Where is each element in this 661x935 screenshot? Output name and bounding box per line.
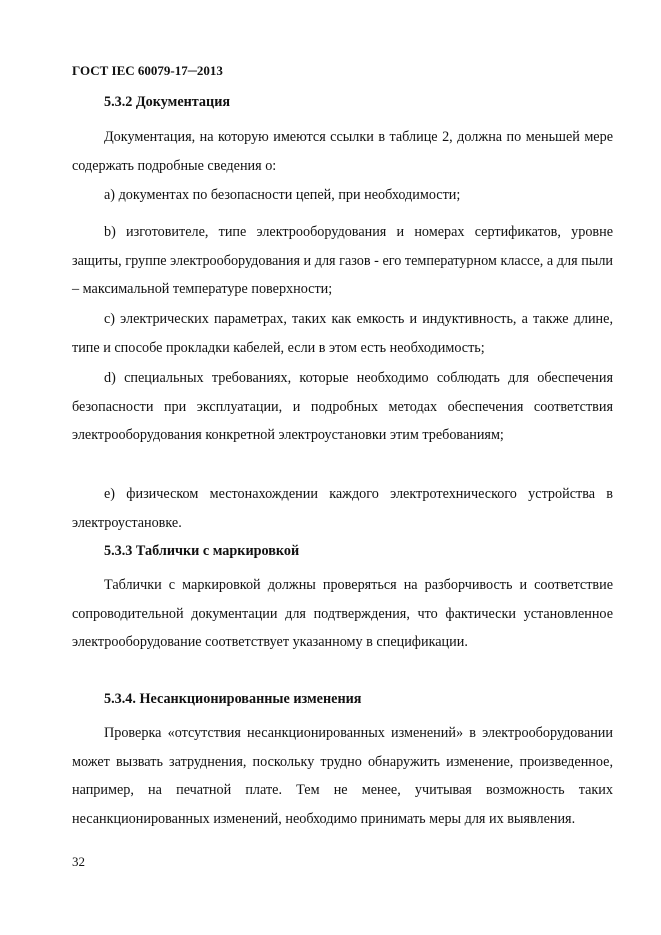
page-number: 32 [72, 854, 85, 869]
paragraph-unauthorized-changes: Проверка «отсутствия несанкционированных изменений» в электрооборудовании может вызвать затруднения, поскольку трудно обнаружить изменение, произведенное, например, на печатной плате. Тем не менее, учитывая возможность таких несанкционированных изменений, необходимо принимать меры для их выявления. [72, 725, 613, 827]
paragraph-documentation-intro: Документация, на которую имеются ссылки в таблице 2, должна по меньшей мере содержать подробные сведения о: [72, 129, 613, 174]
list-item-d: d) специальных требованиях, которые необходимо соблюдать для обеспечения безопасности при эксплуатации, и подробных методах обеспечения соответствия электрооборудования конкретной электроустановки этим требованиям; [72, 370, 613, 443]
section-heading-5-3-4: 5.3.4. Несанкционированные изменения [104, 691, 362, 707]
document-header: ГОСТ IEC 60079-17─2013 [72, 63, 223, 78]
list-item-a: а) документах по безопасности цепей, при необходимости; [104, 187, 461, 203]
list-item-e: e) физическом местонахождении каждого электротехнического устройства в электроустановке. [72, 486, 613, 531]
list-item-b: b) изготовителе, типе электрооборудования и номерах сертификатов, уровне защиты, группе электрооборудования и для газов - его температурном классе, а для пыли – максимальной температуре поверхности; [72, 224, 613, 297]
section-heading-5-3-3: 5.3.3 Таблички с маркировкой [104, 543, 300, 559]
section-heading-5-3-2: 5.3.2 Документация [104, 94, 231, 110]
paragraph-marking-plates: Таблички с маркировкой должны проверяться на разборчивость и соответствие сопроводительной документации для подтверждения, что фактически установленное электрооборудование соответствует указанному в спецификации. [72, 577, 613, 650]
list-item-c: с) электрических параметрах, таких как емкость и индуктивность, а также длине, типе и способе прокладки кабелей, если в этом есть необходимость; [72, 311, 613, 356]
